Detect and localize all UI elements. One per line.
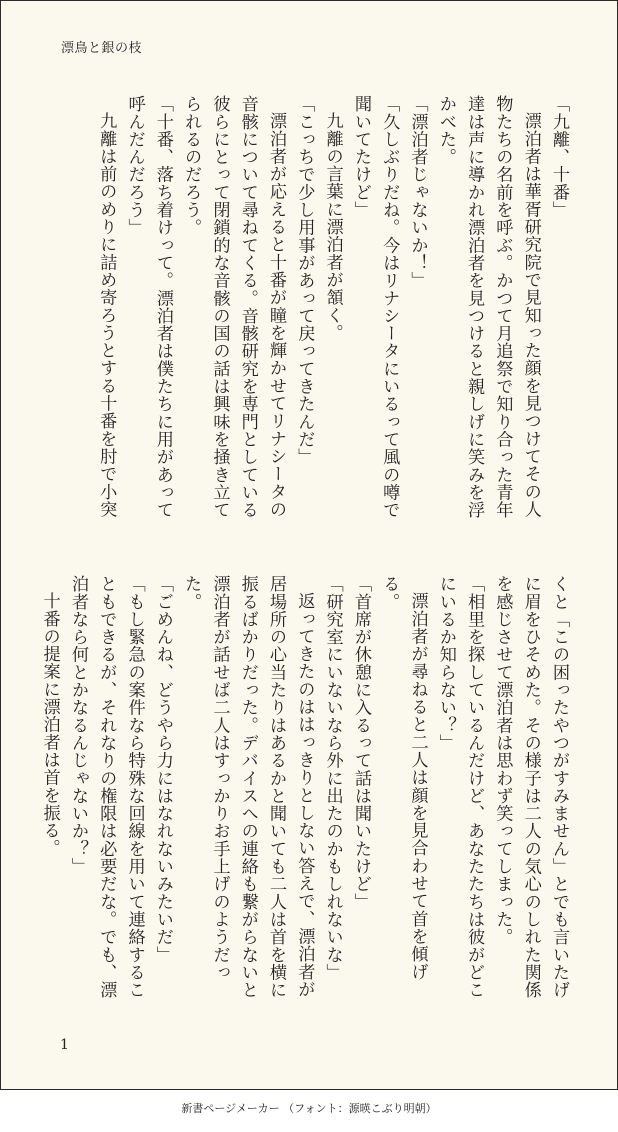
- paragraph: 「十番、落ち着けって。漂泊者は僕たちに用があって呼んだんだろう」: [124, 95, 173, 519]
- paragraph: 漂泊者が応えると十番が瞳を輝かせてリナシータの音骸について尋ねてくる。音骸研究を専門としている彼らにとって閉鎖的な音骸の国の話は興味を掻き立てられるのだろう。: [181, 95, 287, 519]
- page-title: 漂鳥と銀の枝: [61, 41, 143, 56]
- paragraph: 九離は前のめりに詰め寄ろうとする十番を肘で小突: [96, 112, 117, 519]
- paragraph: 「九離、十番」: [549, 95, 569, 219]
- paragraph: 漂泊者は華胥研究院で見知った顔を見つけてその人物たちの名前を呼ぶ。かつて月追祭で知り合った青年達は声に導かれ漂泊者を見つけると親しげに笑みを浮かべた。: [435, 95, 541, 519]
- paragraph: 「漂泊者じゃないか！」: [407, 95, 428, 290]
- page-number: 1: [60, 1037, 69, 1053]
- paragraph: 「相里を探しているんだけど、あなたたちは彼がどこにいるか知らない？」: [435, 575, 485, 999]
- paragraph: 十番の提案に漂泊者は首を振る。: [39, 592, 60, 857]
- paragraph: くと「この困ったやつがすみません」とでも言いたげに眉をひそめた。その様子は二人の気心のしれた関係を感じさせて漂泊者は思わず笑ってしまった。: [492, 575, 569, 999]
- lower-text-block: [39, 575, 573, 1007]
- paragraph: 「もし緊急の案件なら特殊な回線を用いて連絡することもできるが、それなりの権限は必要だな。でも、漂泊者なら何とかなるんじゃないか？」: [67, 575, 145, 999]
- paragraph: 返ってきたのははっきりとしない答えで、漂泊者が居場所の心当たりはあるかと聞いても二人は首を横に振るばかりだった。デバイスへの連絡も繋がらないと漂泊者が話せば二人はすっかりお手上げのようだった。: [181, 575, 315, 999]
- footer-credit: 新書ページメーカー （フォント：源暎こぶり明朝）: [181, 1102, 437, 1115]
- upper-text-block: [63, 95, 573, 527]
- paragraph: 「首席が休憩に入るって話は聞いたけど」: [350, 575, 371, 911]
- paragraph: 「こっちで少し用事があって戻ってきたんだ」: [294, 95, 315, 466]
- paragraph: 「久しぶりだね。今はリナシータにいるって風の噂で聞いてたけど」: [350, 95, 400, 519]
- paragraph: 漂泊者が尋ねると二人は顔を見合わせて首を傾げる。: [379, 575, 428, 981]
- paragraph: 「ごめんね、どうやら力にはなれないみたいだ」: [152, 575, 173, 964]
- paragraph: 「研究室にいないなら外に出たのかもしれないな」: [322, 575, 343, 981]
- paragraph: 九離の言葉に漂泊者が頷く。: [322, 112, 343, 342]
